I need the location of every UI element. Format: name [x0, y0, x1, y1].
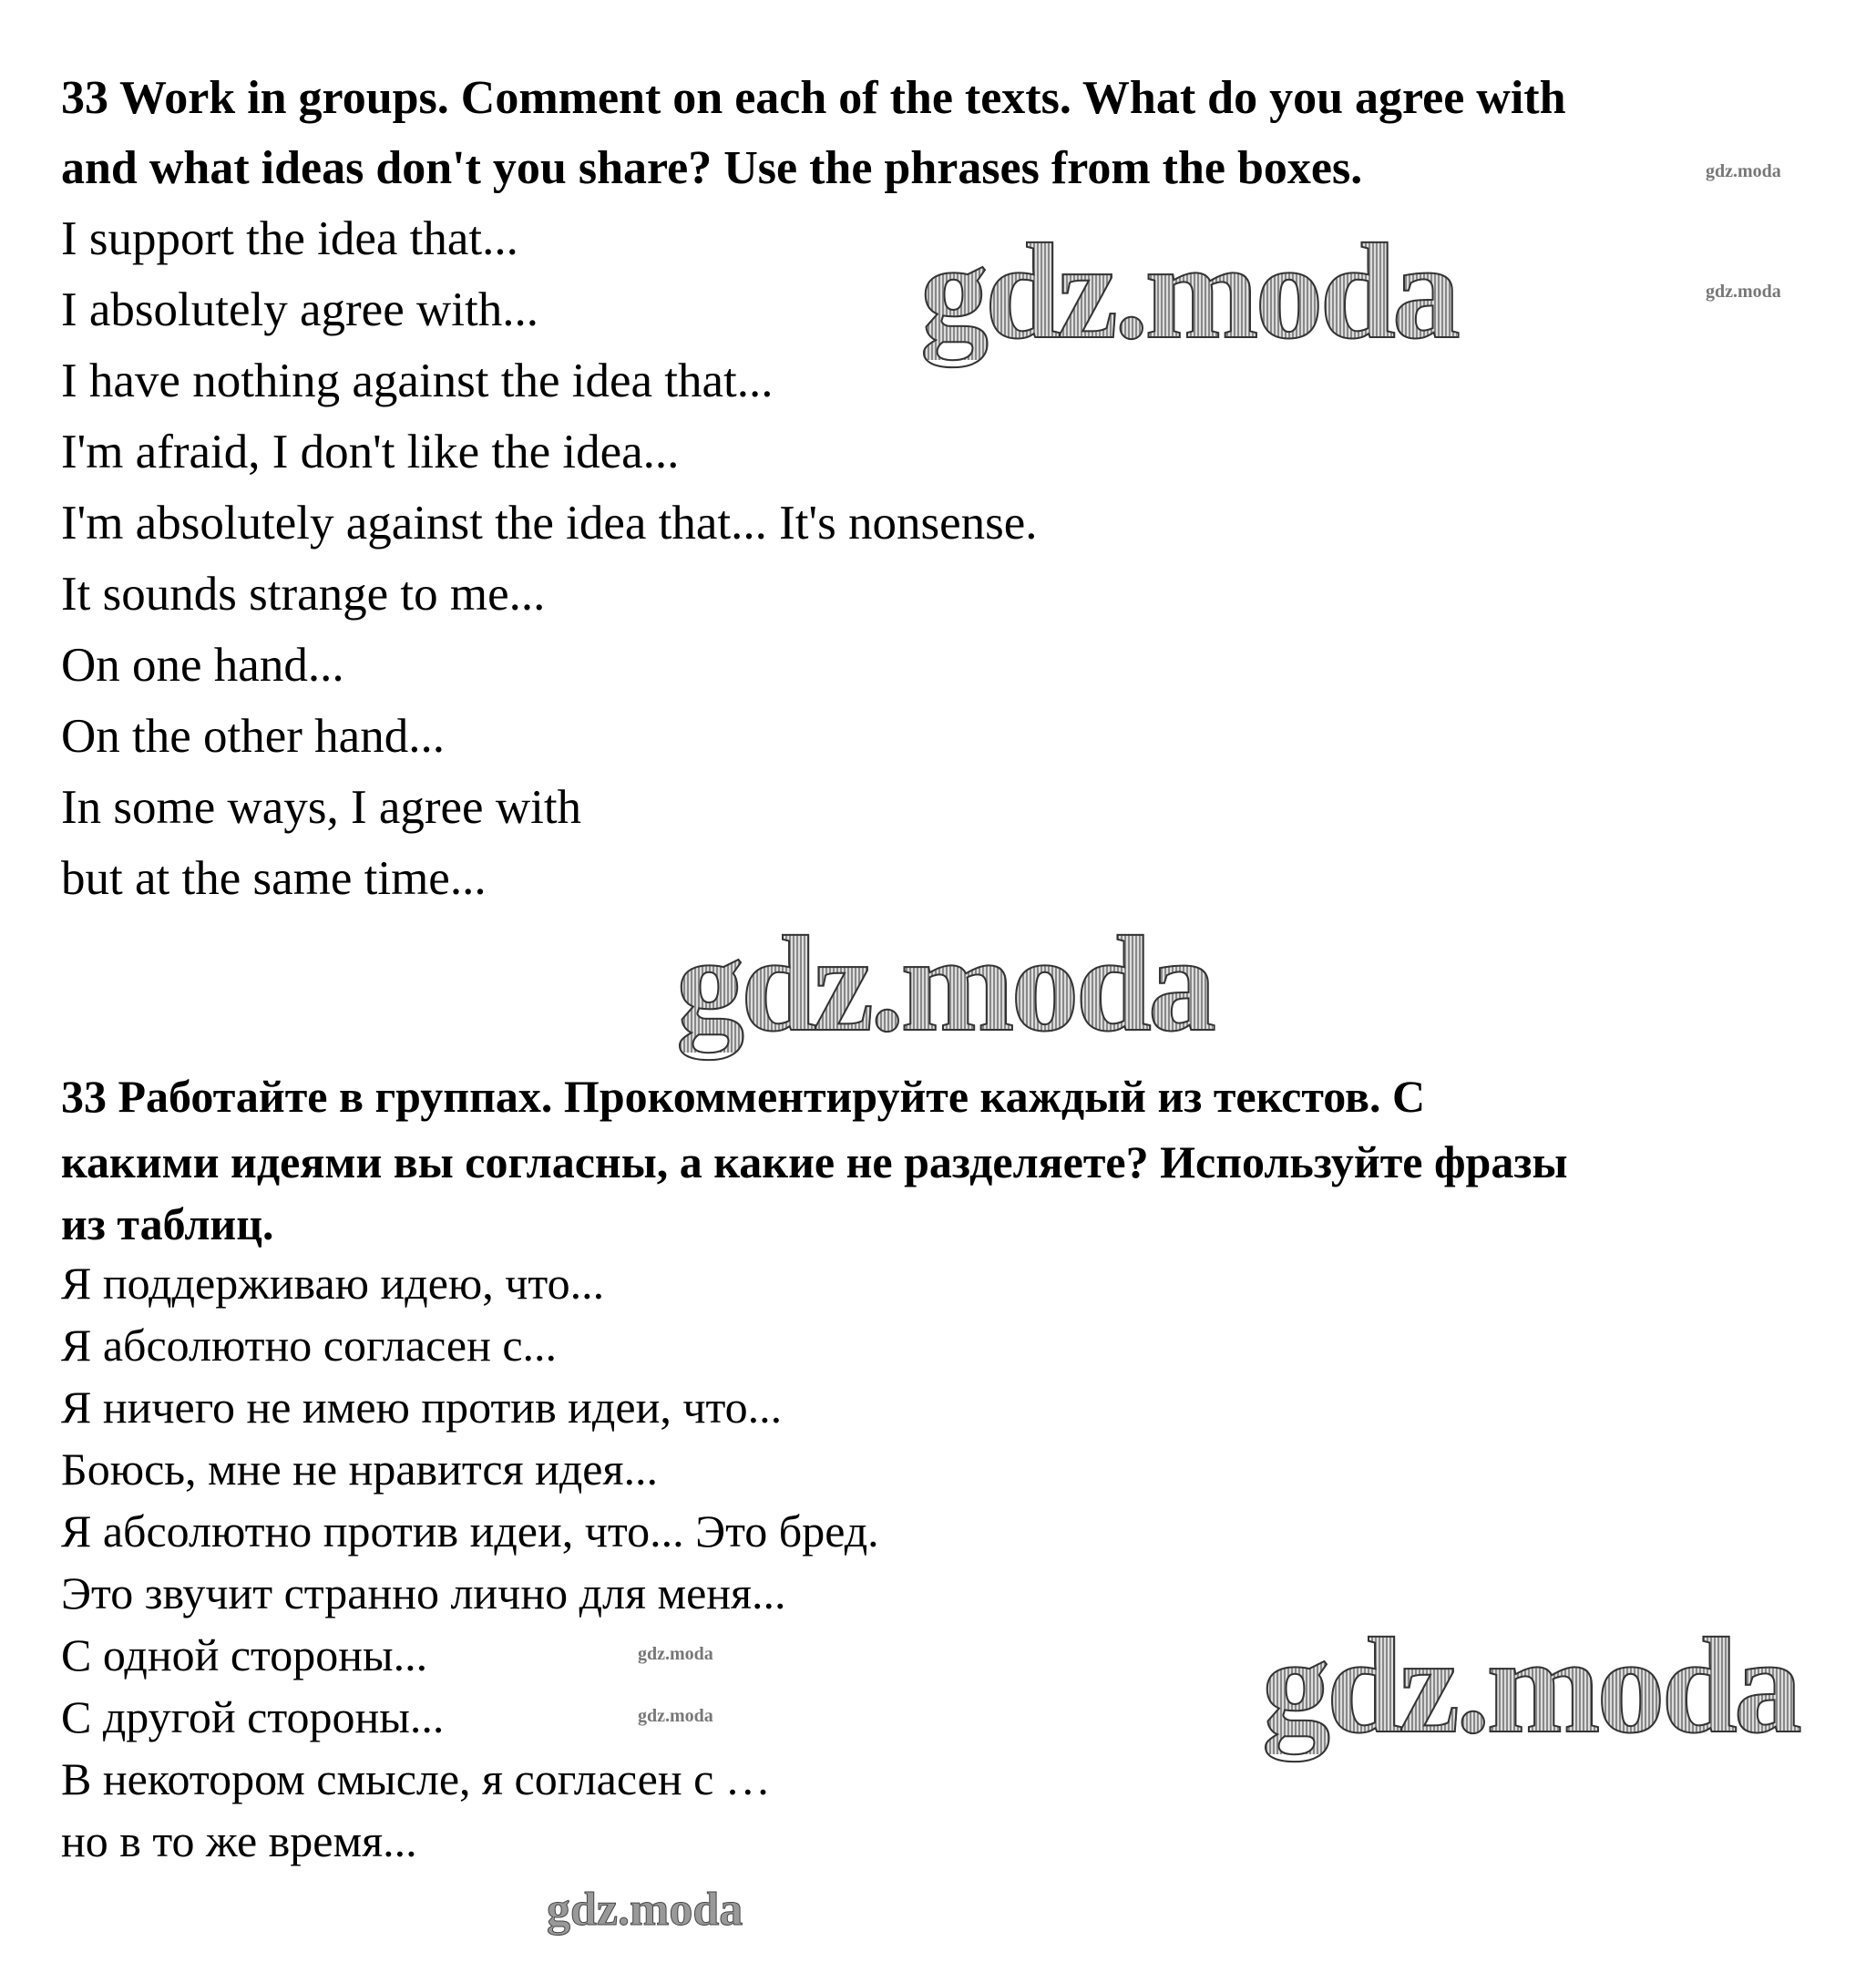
russian-phrase: но в то же время... [61, 1815, 417, 1866]
russian-phrase: Боюсь, мне не нравится идея... [61, 1444, 658, 1495]
watermark-small: gdz.moda [1706, 161, 1781, 181]
english-phrase: I'm afraid, I don't like the idea... [61, 426, 680, 478]
watermark-large: gdz.moda [1262, 1610, 1799, 1762]
russian-phrase: Я поддерживаю идею, что... [61, 1258, 605, 1309]
english-phrase: I have nothing against the idea that... [61, 354, 774, 407]
english-phrase: I support the idea that... [61, 212, 518, 265]
watermark-small: gdz.moda [1706, 282, 1781, 302]
english-phrase: It sounds strange to me... [61, 568, 546, 621]
english-task-title-line-2: and what ideas don't you share? Use the phrases from the boxes. [61, 142, 1363, 194]
english-phrase: I'm absolutely against the idea that... It's nonsense. [61, 497, 1038, 550]
english-phrase: On one hand... [61, 639, 344, 692]
english-phrase: I absolutely agree with... [61, 283, 538, 336]
english-phrase: On the other hand... [61, 710, 445, 763]
russian-task-title-line-2: какими идеями вы согласны, а какие не разделяете? Используйте фразы [61, 1136, 1568, 1187]
watermark-medium: gdz.moda [547, 1884, 743, 1936]
english-phrase: but at the same time... [61, 852, 487, 905]
russian-phrase: С другой стороны... [61, 1691, 445, 1742]
russian-task-title-line-3: из таблиц. [61, 1198, 274, 1249]
watermark-large: gdz.moda [676, 909, 1213, 1060]
english-phrase: In some ways, I agree with [61, 781, 582, 834]
russian-task-title-line-1: 33 Работайте в группах. Прокомментируйте каждый из текстов. С [61, 1071, 1426, 1122]
russian-phrase: С одной стороны... [61, 1629, 428, 1680]
russian-phrase: Это звучит странно лично для меня... [61, 1567, 786, 1618]
russian-phrase: Я ничего не имею против идеи, что... [61, 1382, 783, 1433]
russian-phrase: Я абсолютно согласен с... [61, 1320, 558, 1371]
watermark-small: gdz.moda [638, 1644, 713, 1664]
english-task-title-line-1: 33 Work in groups. Comment on each of the texts. What do you agree with [61, 72, 1566, 124]
watermark-large: gdz.moda [920, 216, 1457, 367]
watermark-small: gdz.moda [638, 1706, 713, 1726]
russian-phrase: Я абсолютно против идеи, что... Это бред. [61, 1505, 879, 1557]
russian-phrase: В некотором смысле, я согласен с … [61, 1753, 771, 1804]
